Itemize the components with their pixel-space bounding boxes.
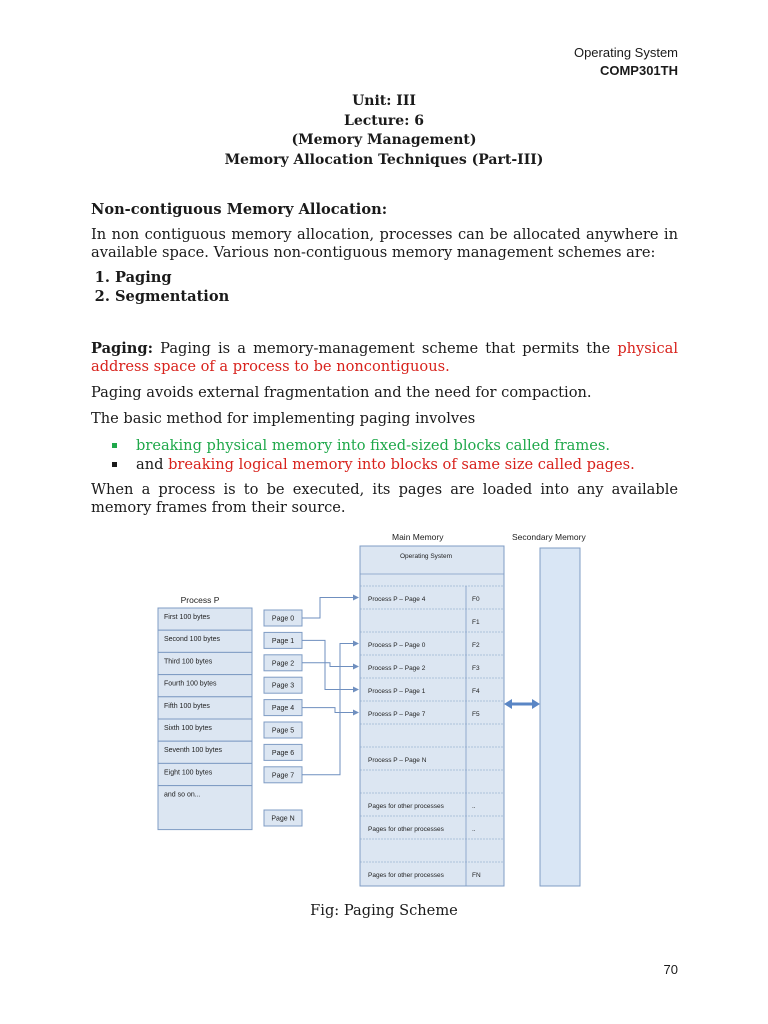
bullet-icon xyxy=(112,443,117,448)
list-item xyxy=(108,455,678,474)
paging-label: Paging: xyxy=(91,340,153,357)
scheme-list xyxy=(91,268,229,306)
pages-prefix: and xyxy=(136,456,169,473)
mapping-arrow xyxy=(302,598,358,619)
paging-text: Paging is a memory-management scheme that permits the xyxy=(153,340,618,357)
memory-row-label: Process P – Page N xyxy=(368,757,427,764)
paging-scheme-figure xyxy=(120,528,640,896)
mapping-arrow xyxy=(302,663,358,667)
page-label: Page 3 xyxy=(271,682,295,690)
frames-text: breaking physical memory into fixed-sized blocks called frames. xyxy=(136,437,610,454)
process-title: Process P xyxy=(180,595,220,605)
bullet-icon xyxy=(112,462,117,467)
page-label: Page 7 xyxy=(271,772,295,780)
mapping-arrow xyxy=(302,708,358,713)
paging-definition xyxy=(91,340,678,376)
frame-label: F4 xyxy=(472,688,480,695)
transfer-arrow-left xyxy=(504,699,512,709)
section-heading: Non-contiguous Memory Allocation: xyxy=(91,201,388,218)
frame-label: F5 xyxy=(472,711,480,718)
page-label: Page 5 xyxy=(271,727,295,735)
process-row-label: Fifth 100 bytes xyxy=(164,702,210,710)
secondary-memory-title: Secondary Memory xyxy=(512,532,586,542)
paging-avoids: Paging avoids external fragmentation and the need for compaction. xyxy=(91,384,592,401)
page-label: Page 1 xyxy=(271,637,295,645)
memory-row-label: Pages for other processes xyxy=(368,803,444,810)
course-name: Operating System xyxy=(573,45,678,60)
paging-method: The basic method for implementing paging involves xyxy=(91,410,476,427)
frame-label: .. xyxy=(472,803,476,810)
process-row-label: Sixth 100 bytes xyxy=(164,725,212,732)
memory-row-label: Process P – Page 0 xyxy=(368,642,426,649)
paging-steps xyxy=(108,436,678,474)
scheme-item: 2. Segmentation xyxy=(115,287,229,306)
paging-diagram xyxy=(120,528,640,896)
page-label: Page 2 xyxy=(271,660,295,668)
execution-text: When a process is to be executed, its pages are loaded into any available memory frames from their source. xyxy=(91,481,678,516)
memory-row-label: Process P – Page 4 xyxy=(368,596,426,603)
page-label: Page 0 xyxy=(271,615,295,623)
list-item xyxy=(108,436,678,455)
frame-label: .. xyxy=(472,826,476,833)
secondary-memory-block xyxy=(540,548,580,886)
frame-label: F2 xyxy=(472,642,480,649)
process-row-label: Fourth 100 bytes xyxy=(164,680,217,688)
frame-label: F1 xyxy=(472,619,480,626)
figure-caption: Fig: Paging Scheme xyxy=(310,902,458,919)
memory-row-label: Process P – Page 7 xyxy=(368,711,426,718)
topic-title: (Memory Management) xyxy=(291,132,477,148)
section-intro: In non contiguous memory allocation, processes can be allocated anywhere in available space. Various non-contiguous memory management schemes are: xyxy=(91,226,678,261)
memory-row-label: Pages for other processes xyxy=(368,826,444,833)
memory-row-label: Process P – Page 1 xyxy=(368,688,426,695)
scheme-item: 1. Paging xyxy=(115,268,229,287)
frame-label: FN xyxy=(472,872,481,879)
os-label: Operating System xyxy=(400,553,453,560)
memory-row-label: Process P – Page 2 xyxy=(368,665,426,672)
paging-highlight: physical address space of a process to be noncontiguous. xyxy=(91,340,678,375)
page-number: 70 xyxy=(663,962,678,977)
subtopic-title: Memory Allocation Techniques (Part-III) xyxy=(224,151,544,168)
course-code: COMP301TH xyxy=(599,63,678,78)
unit-title: Unit: III xyxy=(352,93,416,109)
lecture-titles xyxy=(0,92,768,170)
lecture-number: Lecture: 6 xyxy=(344,112,424,129)
transfer-arrow-right xyxy=(532,699,540,709)
frame-label: F0 xyxy=(472,596,480,603)
frame-label: F3 xyxy=(472,665,480,672)
process-row-label: First 100 bytes xyxy=(164,614,210,621)
process-row-label: Second 100 bytes xyxy=(164,636,221,644)
process-row-label: and so on... xyxy=(164,791,201,799)
process-row-label: Third 100 bytes xyxy=(164,658,213,666)
document-header xyxy=(574,44,678,80)
page-label: Page 4 xyxy=(271,705,295,713)
memory-row-label: Pages for other processes xyxy=(368,872,444,879)
process-row-label: Seventh 100 bytes xyxy=(164,747,222,755)
main-memory-title: Main Memory xyxy=(392,532,444,542)
page-label: Page N xyxy=(271,815,295,823)
process-row-label: Eight 100 bytes xyxy=(164,769,213,777)
pages-text: breaking logical memory into blocks of same size called pages. xyxy=(168,456,635,473)
page-label: Page 6 xyxy=(271,749,295,757)
